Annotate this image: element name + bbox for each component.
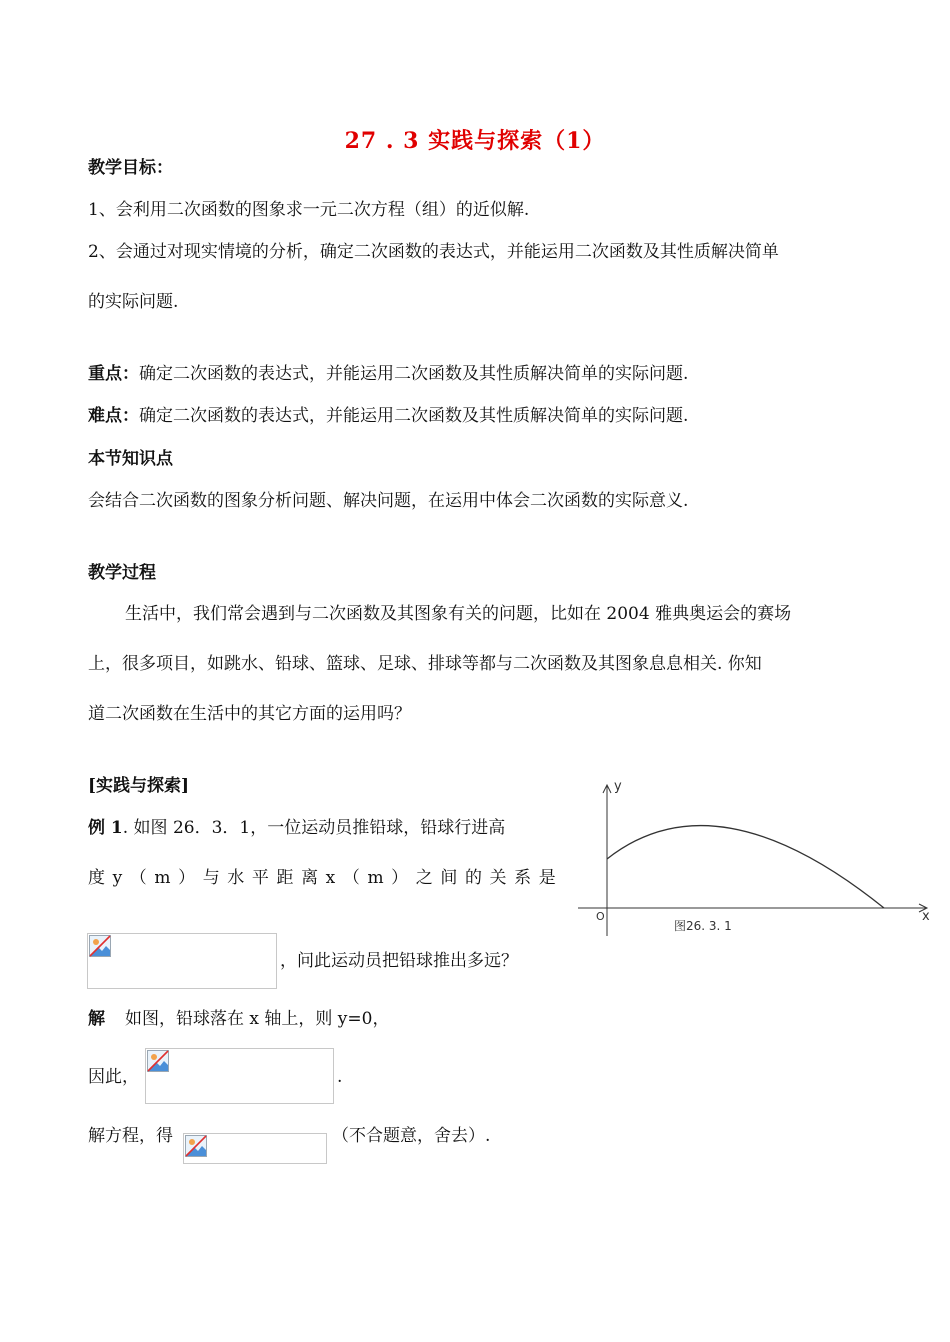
example-char: （ [129,868,147,888]
solution-line2-tail: . [337,1067,343,1087]
knowledge-heading: 本节知识点 [88,449,173,469]
example-line2 [88,867,556,889]
example-char: ） [391,868,409,888]
example-label: 例 1 [88,818,123,838]
broken-image-icon [89,935,111,957]
example-char: 离 [301,868,319,888]
difficulty-label: 难点： [88,406,139,426]
example-char: ） [178,868,196,888]
x-axis-label: x [922,909,930,924]
objective-2-line2: 的实际问题. [88,292,179,312]
difficulty [88,405,688,427]
key-point-label: 重点： [88,364,139,384]
figure-caption: 图26. 3. 1 [674,919,732,933]
example-char: 度 [88,868,105,888]
practice-heading: [实践与探索] [88,776,190,796]
example-char: 之 [415,868,433,888]
broken-image-icon [185,1135,207,1157]
origin-label: O [596,910,605,923]
solution-line1 [88,1008,389,1030]
example-char: x [325,868,336,888]
example-line1 [88,817,505,839]
example-char: m [154,868,171,888]
knowledge-text: 会结合二次函数的图象分析问题、解决问题，在运用中体会二次函数的实际意义. [88,491,689,511]
example-char: 与 [202,868,220,888]
formula-image-placeholder [183,1133,327,1164]
broken-image-icon [147,1050,169,1072]
process-paragraph-line2: 上，很多项目，如跳水、铅球、篮球、足球、排球等都与二次函数及其图象息息相关. 你知 [88,654,762,674]
formula-image-placeholder [87,933,277,989]
solution-label: 解 [88,1009,105,1029]
solution-text-line1: 如图，铅球落在 x 轴上，则 y=0， [125,1009,390,1029]
example-char: 水 [227,868,245,888]
example-char: 距 [276,868,294,888]
process-heading: 教学过程 [88,563,156,583]
example-line3-tail: ，问此运动员把铅球推出多远？ [280,951,518,971]
formula-image-placeholder [145,1048,334,1104]
solution-line2-lead: 因此， [88,1067,139,1087]
difficulty-text: 确定二次函数的表达式，并能运用二次函数及其性质解决简单的实际问题. [139,406,689,426]
example-char: （ [342,868,360,888]
solution-line3-lead: 解方程，得 [88,1126,173,1146]
trajectory-curve [607,826,884,908]
example-char: 是 [538,868,556,888]
process-paragraph-line1: 生活中，我们常会遇到与二次函数及其图象有关的问题，比如在 2004 雅典奥运会的赛场 [125,604,792,624]
example-char: y [112,868,123,888]
page-title: 27 . 3 实践与探索（1） [344,128,606,154]
process-paragraph-line3: 道二次函数在生活中的其它方面的运用吗？ [88,704,411,724]
example-char: 的 [464,868,482,888]
key-point [88,363,688,385]
key-point-text: 确定二次函数的表达式，并能运用二次函数及其性质解决简单的实际问题. [139,364,689,384]
objective-2-line1: 2、会通过对现实情境的分析，确定二次函数的表达式，并能运用二次函数及其性质解决简单 [88,242,779,262]
example-char: m [367,868,384,888]
example-char: 关 [489,868,507,888]
example-char: 间 [440,868,458,888]
solution-line3-tail: （不合题意，舍去）. [332,1126,491,1146]
example-char: 平 [251,868,269,888]
y-axis-label: y [614,779,622,794]
example-text-line1: . 如图 26．3．1，一位运动员推铅球，铅球行进高 [122,818,506,838]
objective-1: 1、会利用二次函数的图象求一元二次方程（组）的近似解. [88,200,530,220]
example-char: 系 [514,868,532,888]
objectives-heading: 教学目标： [88,158,173,178]
shot-put-figure [578,776,938,941]
